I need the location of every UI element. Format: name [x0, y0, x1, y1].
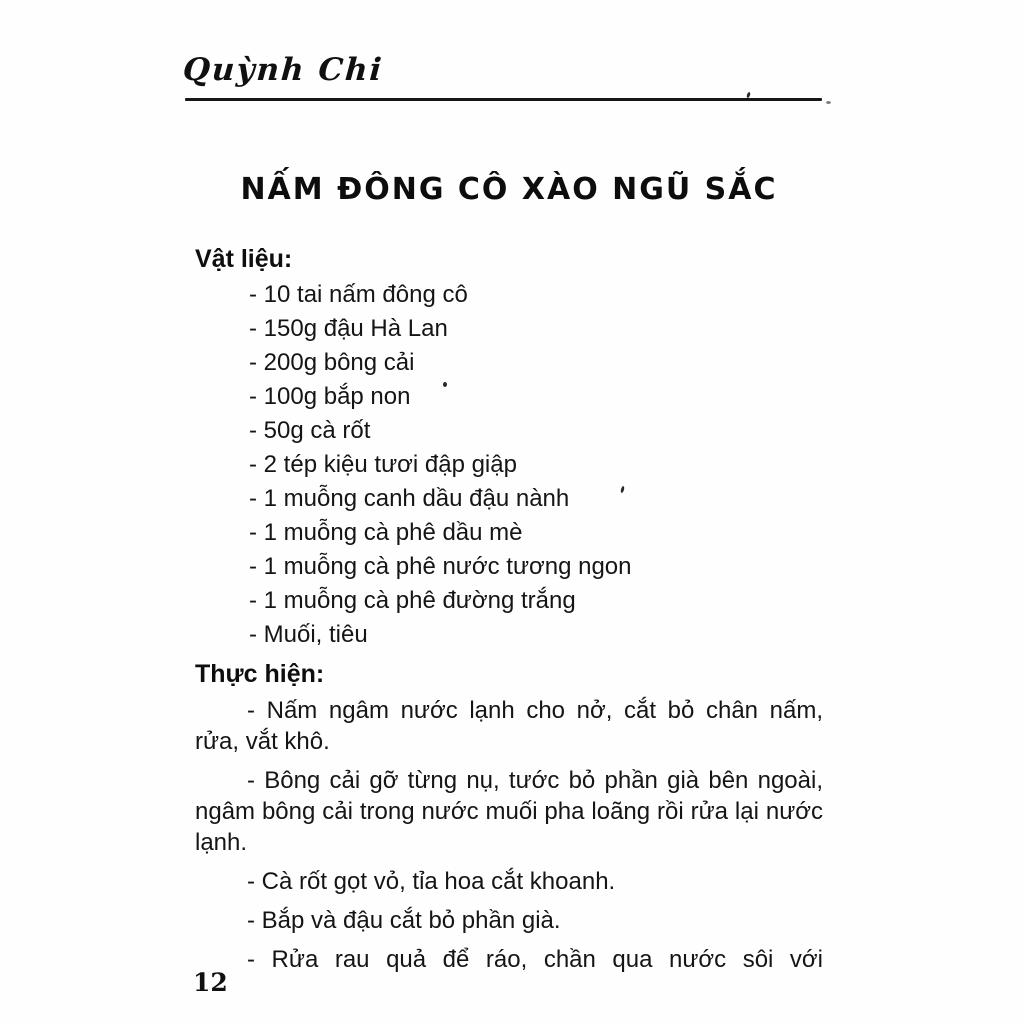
- ingredients-heading: Vật liệu:: [195, 245, 293, 273]
- ingredient-item: - 100g bắp non: [249, 383, 411, 410]
- step-paragraph: - Bông cải gỡ từng nụ, tước bỏ phần già bên ngoài, ngâm bông cải trong nước muối pha loãng rồi rửa lại nước lạnh.: [195, 767, 823, 856]
- steps-heading: Thực hiện:: [195, 660, 325, 688]
- ingredient-item: - 150g đậu Hà Lan: [249, 315, 448, 342]
- ingredient-item: - 2 tép kiệu tươi đập giập: [249, 451, 517, 478]
- page-content: [195, 172, 823, 983]
- ingredient-item: - 1 muỗng cà phê nước tương ngon: [249, 553, 632, 580]
- header-rule: [185, 98, 822, 101]
- ingredient-item: - 200g bông cải: [249, 349, 415, 376]
- step-paragraph-continued: - Rửa rau quả để ráo, chần qua nước sôi với: [247, 946, 823, 973]
- scan-artifact: [443, 382, 447, 387]
- step-paragraph: - Nấm ngâm nước lạnh cho nở, cắt bỏ chân nấm, rửa, vắt khô.: [195, 697, 823, 755]
- recipe-title: NẤM ĐÔNG CÔ XÀO NGŨ SẮC: [240, 172, 778, 207]
- running-head-author: Quỳnh Chi: [181, 52, 385, 88]
- ingredient-list: [195, 278, 823, 652]
- scan-artifact: [826, 101, 831, 104]
- ingredient-item: - 10 tai nấm đông cô: [249, 281, 468, 308]
- page-number: 12: [193, 968, 228, 997]
- ingredient-item: - 1 muỗng canh dầu đậu nành: [249, 485, 570, 512]
- ingredient-item: - 1 muỗng cà phê dầu mè: [249, 519, 523, 546]
- ingredient-item: - Muối, tiêu: [249, 621, 368, 648]
- step-paragraph: - Cà rốt gọt vỏ, tỉa hoa cắt khoanh.: [247, 868, 616, 895]
- step-paragraph: - Bắp và đậu cắt bỏ phần già.: [247, 907, 561, 934]
- ingredient-item: - 50g cà rốt: [249, 417, 371, 444]
- ingredient-item: - 1 muỗng cà phê đường trắng: [249, 587, 576, 614]
